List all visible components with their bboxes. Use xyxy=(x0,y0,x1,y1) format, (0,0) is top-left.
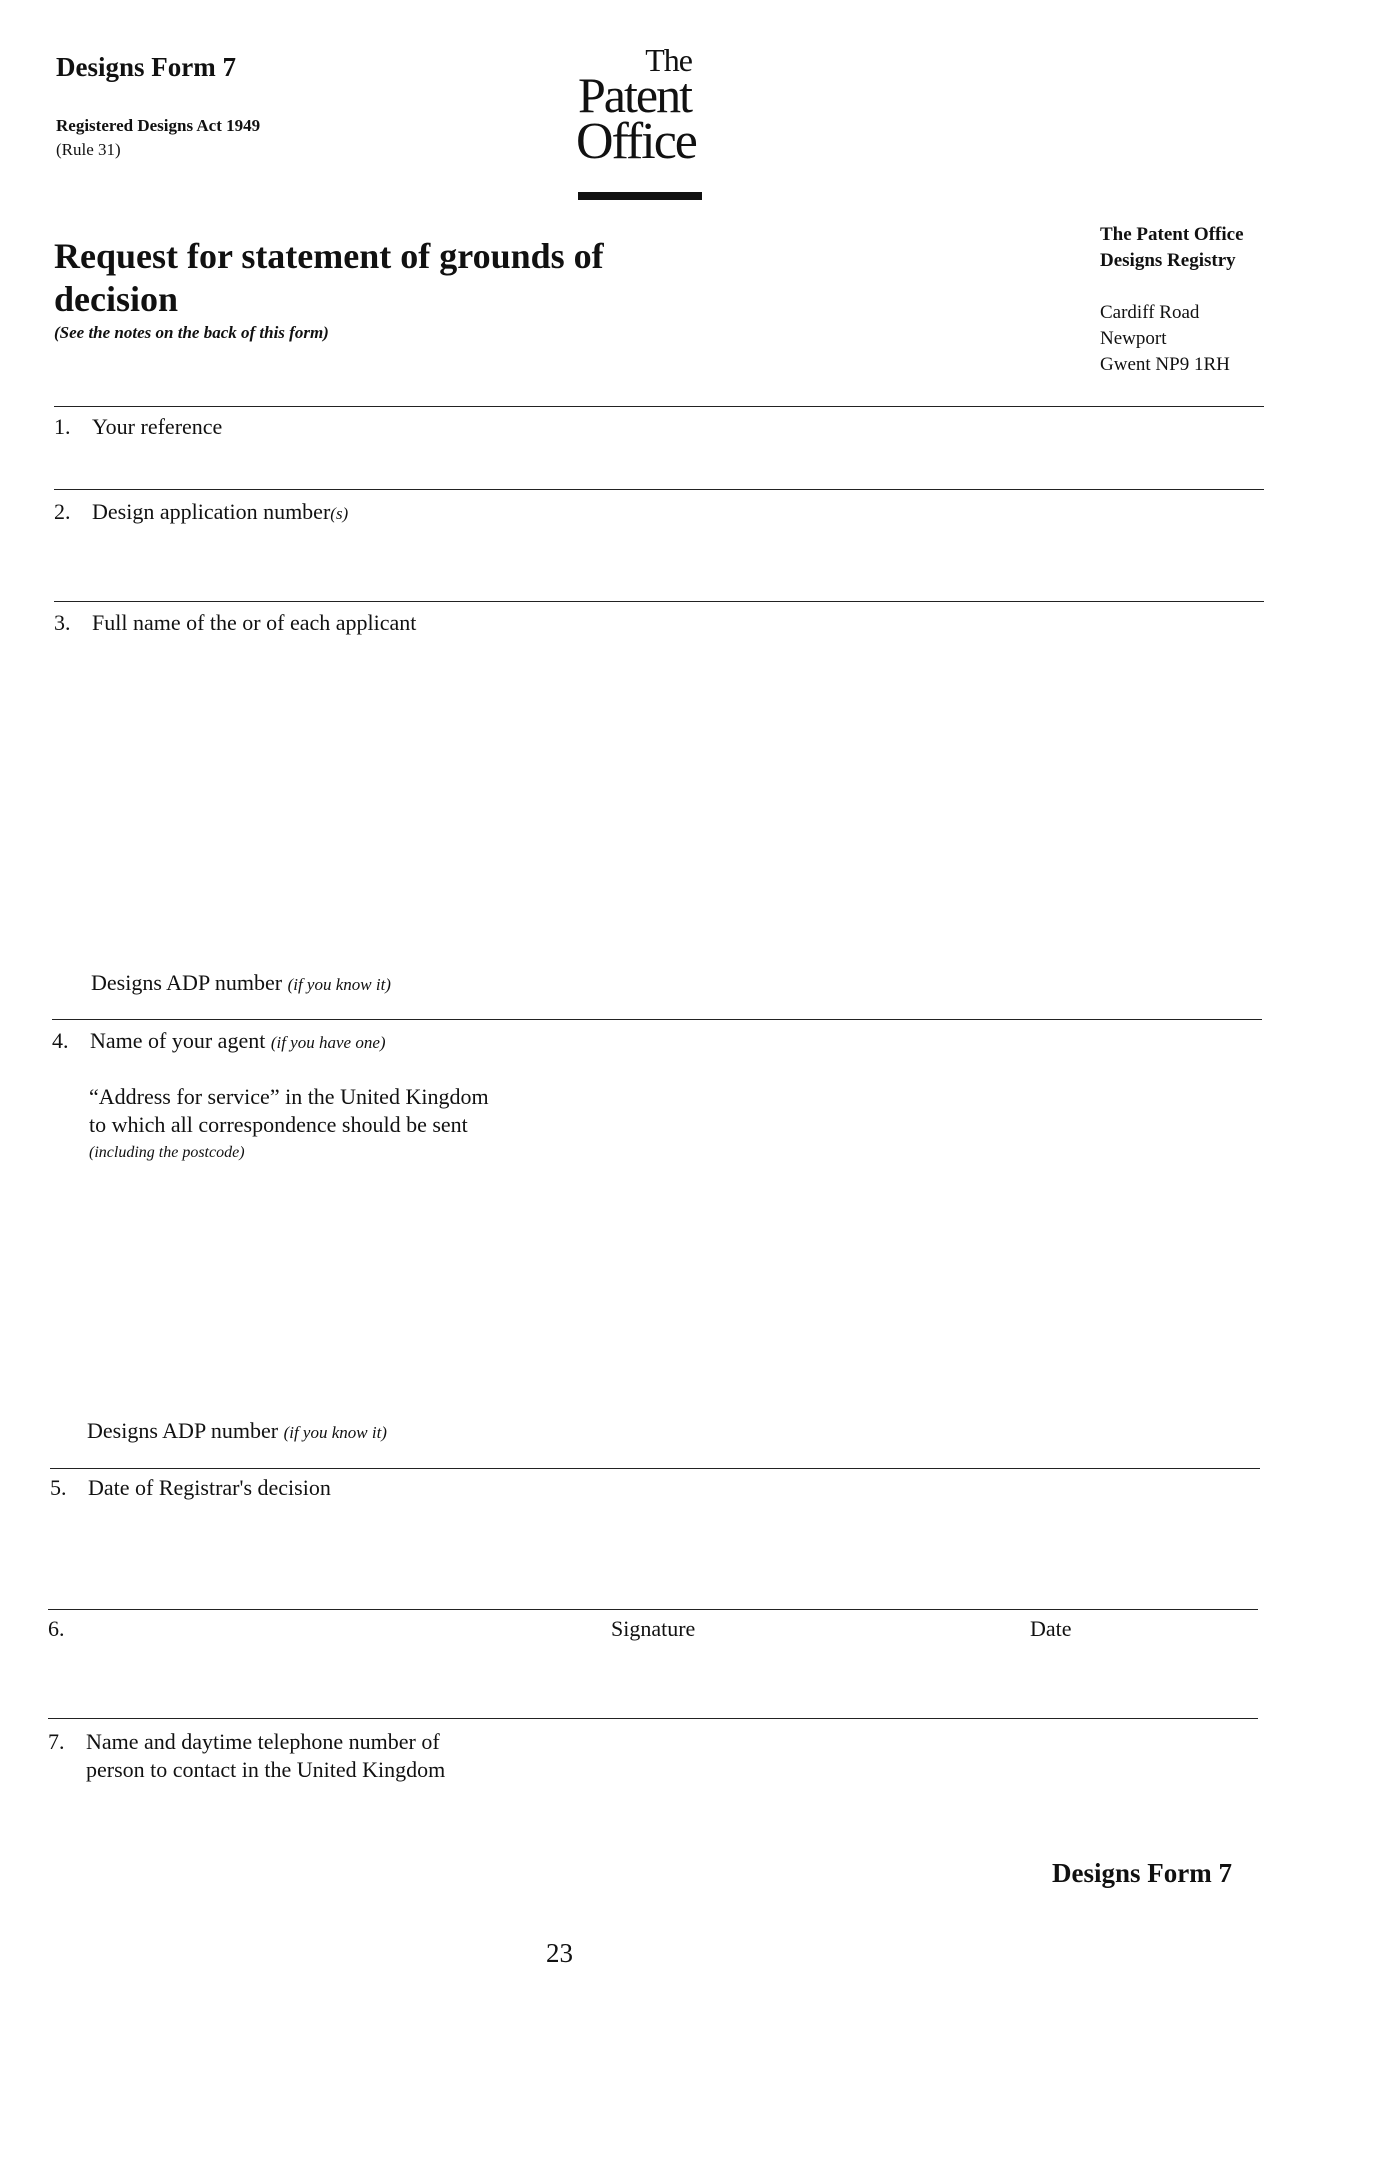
field-label: Design application number xyxy=(92,499,331,524)
patent-office-logo xyxy=(572,40,706,170)
address-line-road: Cardiff Road xyxy=(1100,302,1200,323)
divider xyxy=(50,1468,1260,1469)
divider xyxy=(48,1609,1258,1610)
divider xyxy=(54,489,1264,490)
field-number: 7. xyxy=(48,1729,65,1754)
field-label: “Address for service” in the United Kingdom xyxy=(89,1084,489,1109)
field-note: (if you know it) xyxy=(287,975,391,994)
field-number: 1. xyxy=(54,414,71,439)
field-six-number: 6. xyxy=(48,1616,65,1641)
divider xyxy=(52,1019,1262,1020)
form-id: Designs Form 7 xyxy=(56,52,236,82)
act-name: Registered Designs Act 1949 xyxy=(56,116,261,135)
field-number: 2. xyxy=(54,499,71,524)
field-address-for-service xyxy=(89,1083,489,1167)
date-label: Date xyxy=(1030,1616,1072,1641)
divider xyxy=(48,1718,1258,1719)
rule-number: (Rule 31) xyxy=(56,140,121,159)
address-line-postcode: Gwent NP9 1RH xyxy=(1100,354,1230,375)
field-design-application-number xyxy=(54,499,348,525)
field-your-reference xyxy=(54,414,222,440)
signature-label: Signature xyxy=(611,1616,696,1641)
field-label: Your reference xyxy=(92,414,223,439)
field-label: to which all correspondence should be sent xyxy=(89,1112,468,1137)
field-number: 4. xyxy=(52,1028,69,1053)
field-label: person to contact in the United Kingdom xyxy=(86,1757,446,1782)
field-label: Designs ADP number xyxy=(91,970,283,995)
field-agent-name xyxy=(52,1028,386,1054)
field-number: 5. xyxy=(50,1475,67,1500)
field-note: (if you have one) xyxy=(270,1033,386,1052)
footer-form-id: Designs Form 7 xyxy=(1052,1858,1232,1888)
field-label: Name and daytime telephone number of xyxy=(86,1729,440,1754)
office-address xyxy=(1100,222,1244,378)
logo-text-the: The xyxy=(645,42,692,78)
logo-text-patent: Patent xyxy=(578,67,691,123)
field-note: (if you know it) xyxy=(283,1423,387,1442)
field-applicant-name xyxy=(54,610,416,636)
form-title: Request for statement of grounds of decision xyxy=(54,236,604,319)
address-line-office: The Patent Office xyxy=(1100,224,1244,245)
field-agent-adp-number xyxy=(87,1418,387,1444)
logo-underline-bar xyxy=(578,192,702,200)
address-line-registry: Designs Registry xyxy=(1100,250,1236,271)
field-note: (including the postcode) xyxy=(89,1144,245,1161)
field-label-suffix: (s) xyxy=(330,504,349,523)
field-label: Designs ADP number xyxy=(87,1418,279,1443)
field-label: Full name of the or of each applicant xyxy=(92,610,417,635)
logo-text-office: Office xyxy=(576,113,696,170)
address-line-town: Newport xyxy=(1100,328,1167,349)
field-label: Name of your agent xyxy=(90,1028,266,1053)
field-applicant-adp-number xyxy=(91,970,391,996)
divider xyxy=(54,601,1264,602)
page-number: 23 xyxy=(546,1938,573,1968)
divider xyxy=(54,406,1264,407)
field-contact-person xyxy=(48,1728,445,1784)
form-title-note: (See the notes on the back of this form) xyxy=(54,323,329,342)
field-date-of-decision xyxy=(50,1475,331,1501)
field-number: 3. xyxy=(54,610,71,635)
field-label: Date of Registrar's decision xyxy=(88,1475,331,1500)
